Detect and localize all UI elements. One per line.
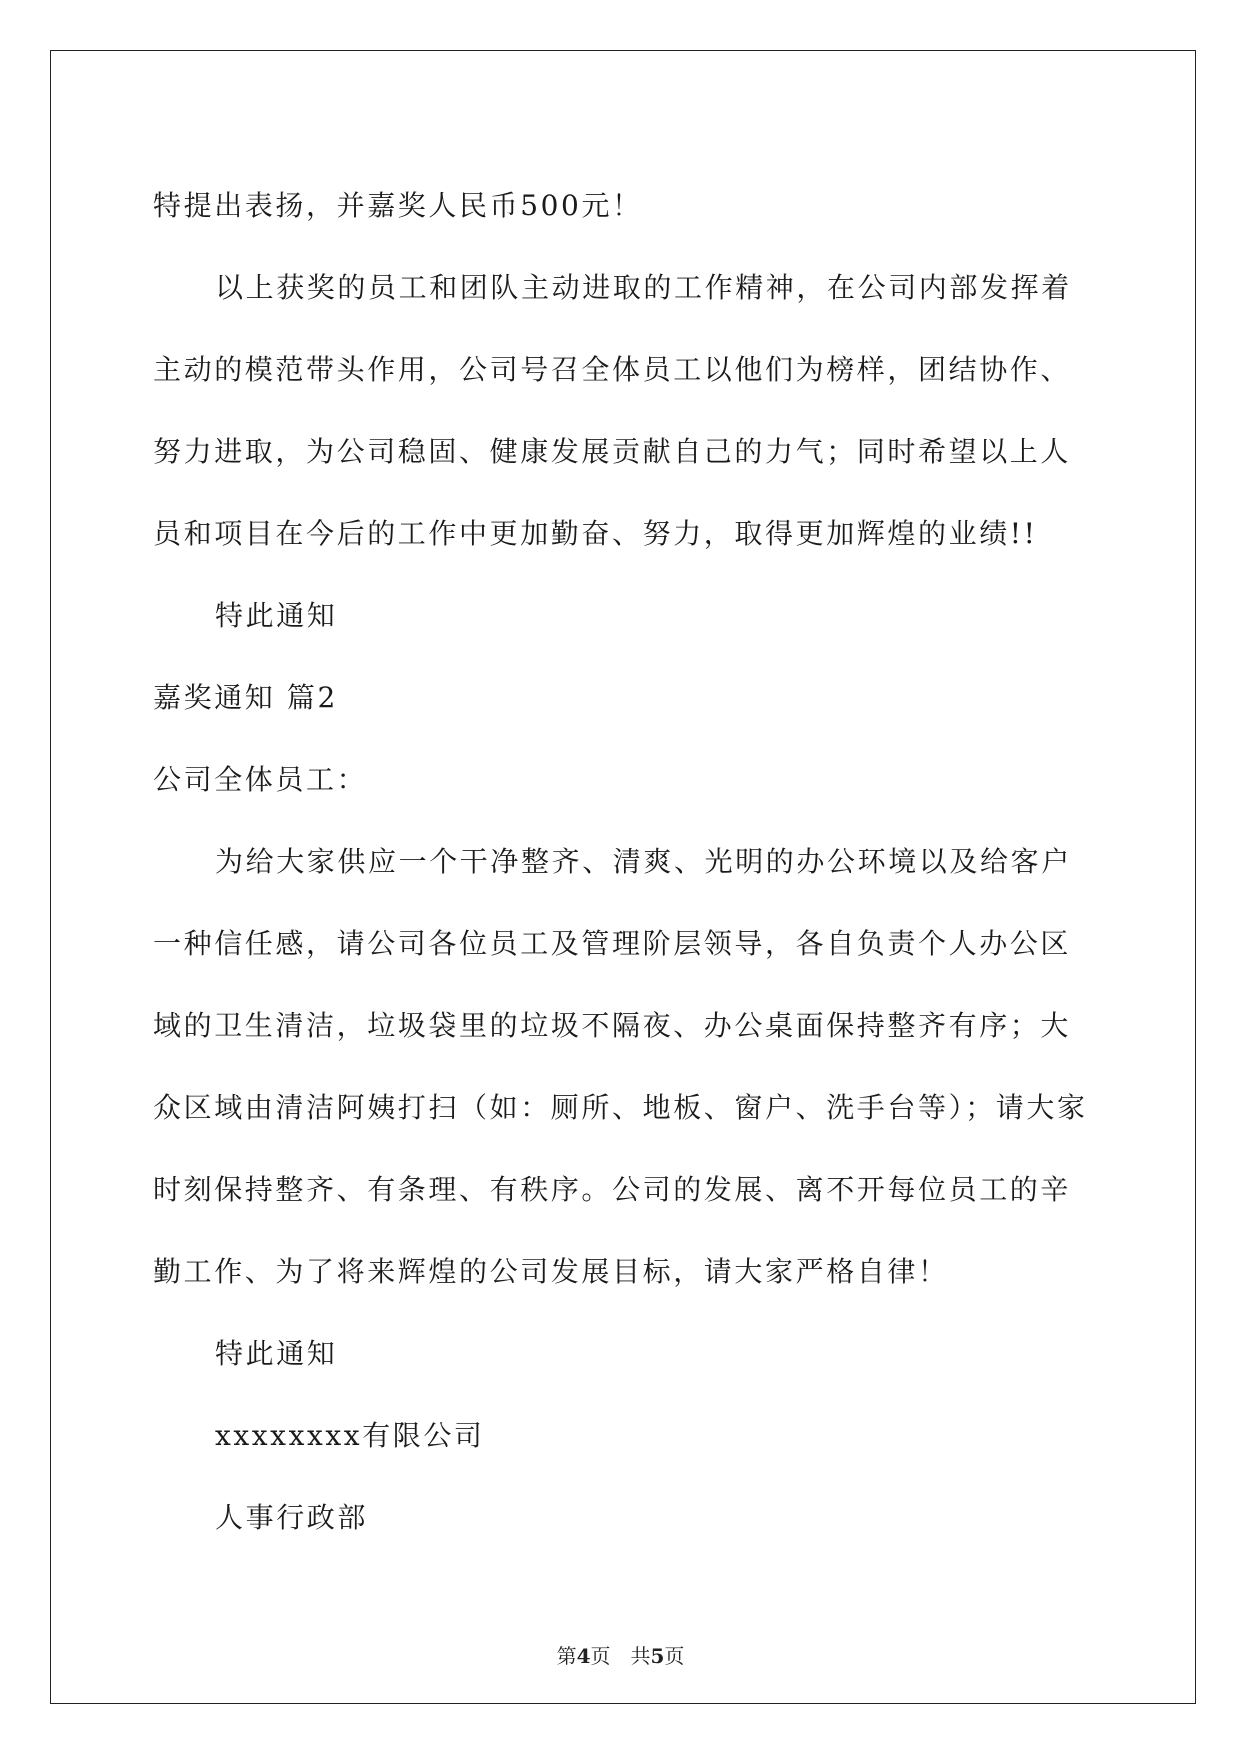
document-body <box>153 165 1093 1559</box>
paragraph-line: 特提出表扬，并嘉奖人民币500元！ <box>153 189 643 222</box>
paragraph-line: 主动的模范带头作用，公司号召全体员工以他们为榜样，团结协作、 <box>153 353 1072 386</box>
paragraph-line: 一种信任感，请公司各位员工及管理阶层领导，各自负责个人办公区 <box>153 927 1072 960</box>
footer-prefix: 第 <box>556 1644 577 1668</box>
notice-closing: 特此通知 <box>215 599 338 632</box>
paragraph-line: 员和项目在今后的工作中更加勤奋、努力，取得更加辉煌的业绩!! <box>153 517 1038 550</box>
company-signature: xxxxxxxx有限公司 <box>215 1419 485 1452</box>
paragraph-line: 为给大家供应一个干净整齐、清爽、光明的办公环境以及给客户 <box>215 845 1072 878</box>
paragraph-line: 众区域由清洁阿姨打扫（如：厕所、地板、窗户、洗手台等）；请大家 <box>153 1091 1088 1124</box>
notice-closing: 特此通知 <box>215 1337 338 1370</box>
paragraph-line: 以上获奖的员工和团队主动进取的工作精神，在公司内部发挥着 <box>215 271 1072 304</box>
paragraph-line: 时刻保持整齐、有条理、有秩序。公司的发展、离不开每位员工的辛 <box>153 1173 1072 1206</box>
page-footer <box>0 1640 1241 1669</box>
salutation: 公司全体员工： <box>153 763 368 796</box>
footer-suffix: 页 <box>664 1644 685 1668</box>
total-page-number: 5 <box>650 1644 665 1668</box>
department-signature: 人事行政部 <box>215 1501 369 1534</box>
paragraph-line: 努力进取，为公司稳固、健康发展贡献自己的力气；同时希望以上人 <box>153 435 1072 468</box>
paragraph-line: 勤工作、为了将来辉煌的公司发展目标，请大家严格自律！ <box>153 1255 949 1288</box>
section-heading: 嘉奖通知 篇2 <box>153 681 338 714</box>
footer-mid: 页 共 <box>590 1644 651 1668</box>
current-page-number: 4 <box>576 1644 591 1668</box>
paragraph-line: 域的卫生清洁，垃圾袋里的垃圾不隔夜、办公桌面保持整齐有序；大 <box>153 1009 1072 1042</box>
